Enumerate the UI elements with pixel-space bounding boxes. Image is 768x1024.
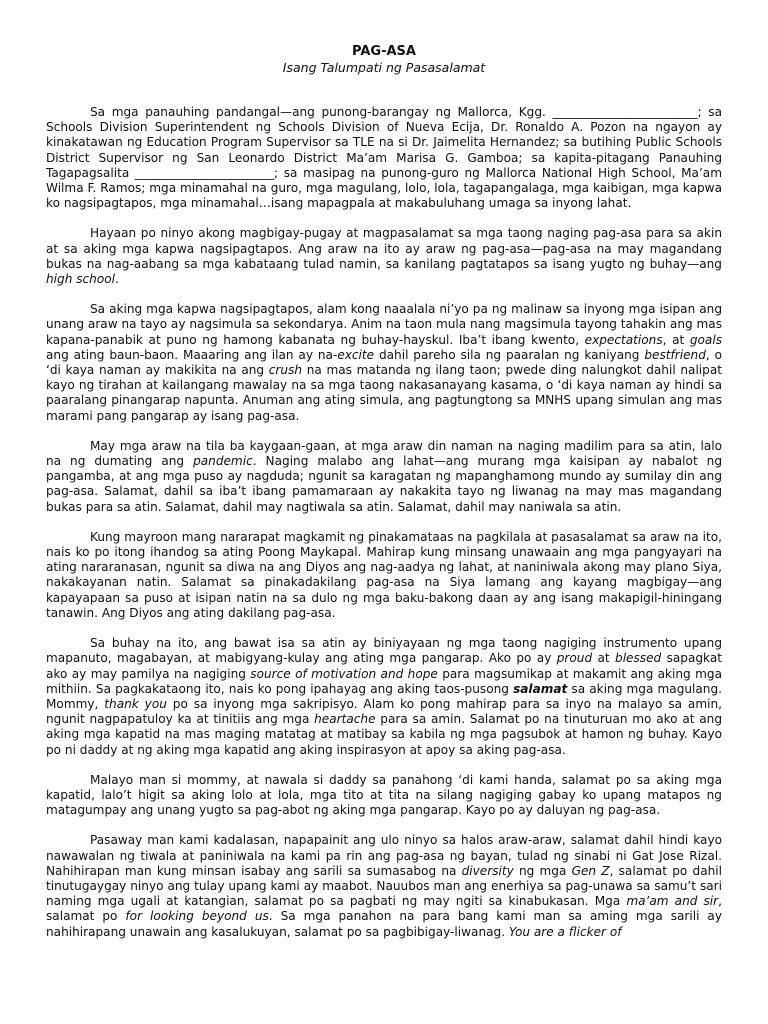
text-run: , o ‘di kaya naman ay makikita na ang [46, 347, 722, 378]
text-run: pandemic [193, 454, 253, 469]
text-run: Sa mga panauhing pandangal—ang punong-barangay ng Mallorca, Kgg. ________________________; sa Schools Division Superintendent ng Schools Division of Nueva Ecija, Dr. Ronaldo A. Pozon na ngayon ay kinakatawan ng Education Program Supervisor sa TLE na si Dr. Jaimelita Hernandez; sa butihing Public Schools District Supervisor ng San Leonardo District Ma’am Marisa G. Gamboa; sa kapita-pitagang Panauhing Tagapagsalita _______________________; sa masipag na punong-guro ng Mallorca National High School, Ma’am Wilma F. Ramos; mga minamahal na guro, mga magulang, lolo, lola, tagapangalaga, mga kaibigan, mga kapwa ko nagsipagtapos, mga minamahal…isang mapagpala at makabuluhang umaga sa inyong lahat. [46, 105, 722, 211]
text-run: Hayaan po ninyo akong magbigay-pugay at magpasalamat sa mga taong naging pag-asa para sa akin at sa aking mga kapwa nagsipagtapos. Ang araw na ito ay araw ng pag-asa—pag-asa na may magandang bukas na nag-aabang sa mga kabataang tulad namin, sa kanilang pagtatapos sa isang yugto ng buhay—ang [46, 226, 722, 271]
text-run: sa aking mga magulang. Mommy, [46, 681, 722, 711]
text-run: source of motivation and hope [250, 666, 438, 681]
document-title: PAG-ASA [352, 44, 416, 59]
text-run: ang ating baun-baon. Maaaring ang ilan ay na- [46, 347, 338, 362]
text-run: diversity [461, 863, 514, 878]
text-run: sapagkat ako ay may pamilya na nagiging [46, 651, 723, 681]
text-run: crush [268, 363, 303, 378]
text-run: na mas matanda ng ilang taon; pwede ding nalungkot dahil nalipat kayo ng tirahan at kailangang mawalay na sa mga taong nakasanayang kasama, o ‘di kaya naman ay hindi sa paaralang pinangarap napunta. Anuman ang ating simula, ang pagtungtong sa MNHS upang simulan ang mas marami pang pangarap ay isang pag-asa. [46, 363, 722, 423]
paragraph [46, 773, 722, 819]
text-run: . Sa mga panahon na para bang kami man sa aming mga sarili ay nahihirapang unawain ang kasalukuyan, salamat po sa pagbibigay-liwanag. [46, 909, 722, 939]
paragraph [46, 833, 722, 939]
text-run: Malayo man si mommy, at nawala si daddy sa panahong ‘di kami handa, salamat po sa aking mga kapatid, lalo’t higit sa aking lolo at lola, mga tito at tita na silang nagiging gabay ko upang matapos ng matagumpay ang unang yugto sa pag-abot ng aking mga pangarap. Kayo po ay daluyan ng pag-asa. [46, 772, 722, 818]
text-run: blessed [615, 651, 662, 666]
text-run: ma’am and sir [626, 894, 719, 909]
text-run: thank you [104, 696, 167, 711]
text-run: Sa aking mga kapwa nagsipagtapos, alam kong naaalala ni’yo pa ng malinaw sa inyong mga isipan ang unang araw na tayo ay nagsimula sa sekondarya. Anim na taon mula nang magsimula tayong tahakin ang mas kapana-panabik at puno ng hamong kabanata ng buhay-hayskul. Iba’t ibang kwento, [46, 302, 722, 347]
text-run: Pasaway man kami kadalasan, napapainit ang ulo ninyo sa halos araw-araw, salamat dahil hindi kayo nawawalan ng tiwala at paniniwala na kami pa rin ang pag-asa ng bayan, tulad ng sinabi ni Gat Jose Rizal. Nahihirapan man kung minsan isabay ang sarili sa sumasabog na [46, 833, 722, 878]
text-run: goals [689, 332, 722, 347]
text-run: salamat [513, 681, 568, 696]
text-run: high school [46, 272, 115, 287]
text-run: Kung mayroon mang nararapat magkamit ng pinakamataas na pagkilala at pasasalamat sa araw na ito, nais ko po itong ihandog sa ating Poong Maykapal. Mahirap kung minsang unawaain ang mga pangyayari na ating nararanasan, ngunit sa diwa na ang Diyos ang nag-aadya ng lahat, at naniniwala akong may plano Siya, nakakayanan natin. Salamat sa pinakadakilang pag-asa na Siya lamang ang kayang magbigay—ang kapayapaan sa puso at isipan natin na sa dulo ng mga baku-bakong daan ay ang isang makapigil-hiningang tanawin. Ang Diyos ang ating dakilang pag-asa. [46, 529, 722, 620]
paragraph [46, 302, 722, 424]
text-run: Sa buhay na ito, ang bawat isa sa atin ay biniyayaan ng mga taong nagiging instrumento upang mapanuto, magabayan, at mabigyang-kulay ang ating mga pangarap. Ako po ay [46, 636, 722, 666]
text-run: at [592, 651, 616, 666]
text-run: ng mga [513, 863, 572, 878]
text-run: bestfriend [644, 347, 706, 362]
document-body [46, 105, 722, 940]
text-run: , salamat po dahil tinutugaygay ninyo ang tulay upang kami ay maabot. Nauubos man ang enerhiya sa pag-unawa sa samu’t sari naming mga ugali at katangian, salamat po sa pagbati ng may ngiti sa kinabukasan. Mga [46, 863, 722, 909]
paragraph [46, 530, 722, 621]
text-run: , salamat po [46, 894, 722, 924]
text-run: . [114, 272, 119, 287]
paragraph [46, 226, 722, 287]
text-run: . Naging malabo ang lahat—ang murang mga kaisipan ay nabalot ng pangamba, at ang mga puso ay nagduda; ngunit sa karagatan ng mapanghamong mundo ay sumilay din ang pag-asa. Salamat, dahil sa iba’t ibang pamamaraan ay nakakita tayo ng liwanag na may mas magandang bukas para sa atin. Salamat, dahil may nagtiwala sa atin. Salamat, dahil may naniwala sa atin. [46, 454, 722, 514]
text-run: para sa amin. Salamat po na tinuturuan mo ako at ang aking mga kapatid na mas maging matatag at matibay sa kabila ng mga pagsubok at hamon ng buhay. Kayo po ni daddy at ng aking mga kapatid ang aking inspirasyon at apoy sa aking pag-asa. [46, 712, 722, 757]
text-run: dahil pareho sila ng paaralan ng kaniyang [374, 347, 645, 362]
text-run: Gen Z [571, 863, 610, 878]
paragraph [46, 636, 722, 758]
paragraph [46, 439, 722, 515]
paragraph [46, 105, 722, 211]
text-run: po sa inyong mga sakripisyo. Alam ko pong mahirap para sa inyo na malayo sa amin, ngunit nagpapatuloy ka at tinitiis ang mga [46, 696, 722, 727]
text-run: You are a flicker of [508, 924, 622, 939]
text-run: , at [662, 332, 690, 347]
text-run: heartache [314, 712, 376, 727]
text-run: May mga araw na tila ba kaygaan-gaan, at mga araw din naman na naging madilim para sa atin, lalo na ng dumating ang [46, 438, 722, 469]
text-run: for looking beyond us [125, 909, 269, 924]
text-run: expectations [584, 332, 663, 347]
document-subtitle: Isang Talumpati ng Pasasalamat [282, 60, 486, 75]
text-run: excite [337, 347, 375, 362]
text-run: para magsumikap at makamit ang aking mga mithiin. Sa pagkakataong ito, nais ko pong ipahayag ang aking taos-pusong [46, 666, 722, 696]
text-run: proud [556, 651, 593, 666]
